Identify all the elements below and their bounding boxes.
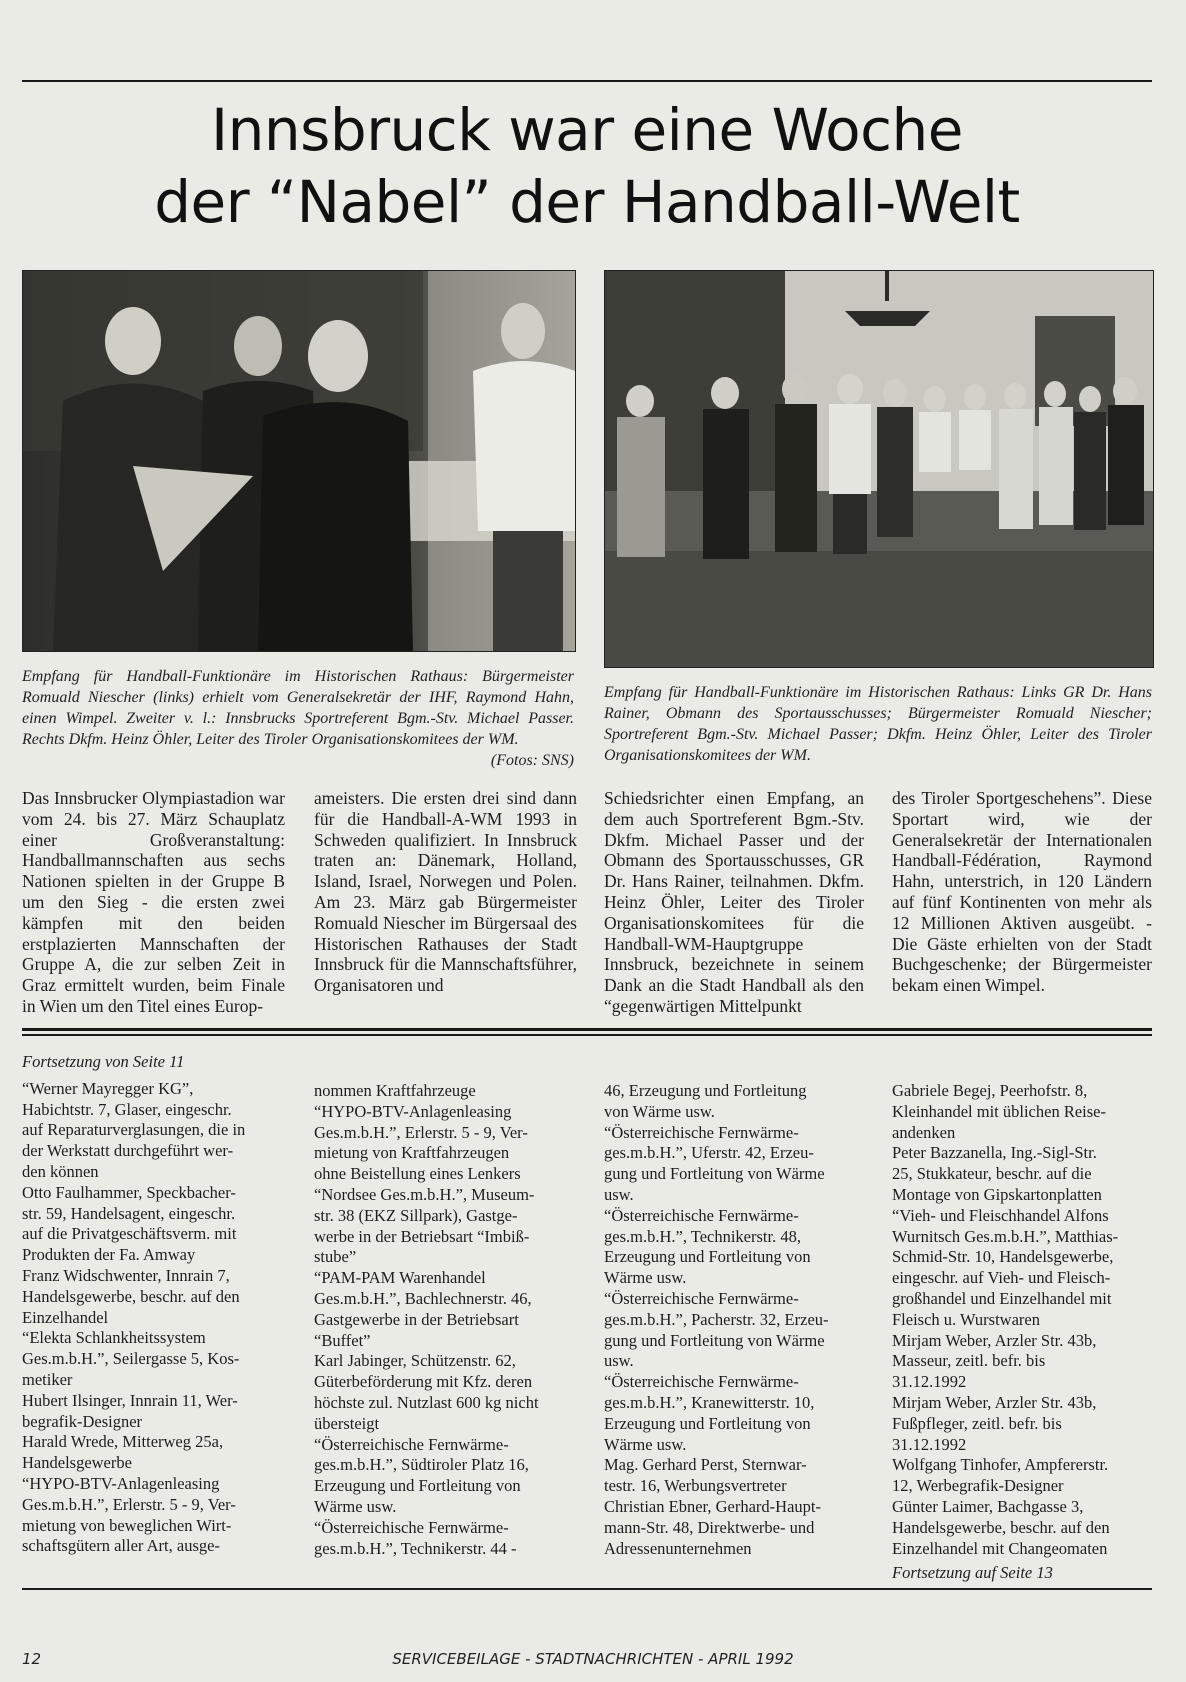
listing-line: Fußpfleger, zeitl. befr. bis — [892, 1413, 1062, 1433]
listing-line: “HYPO-BTV-Anlagenleasing — [22, 1473, 220, 1493]
page-number: 12 — [22, 1650, 42, 1668]
photo-left-caption — [22, 666, 574, 771]
listing-line: Adressenunternehmen — [604, 1538, 752, 1558]
photo-left — [22, 270, 576, 652]
listing-line: Peter Bazzanella, Ing.-Sigl-Str. — [892, 1143, 1097, 1163]
listing-line: usw. — [604, 1184, 634, 1204]
section-rule-bottom — [22, 1034, 1152, 1036]
listing-line: Gabriele Begej, Peerhofstr. 8, — [892, 1081, 1088, 1100]
listing-line: großhandel und Einzelhandel mit — [892, 1288, 1112, 1308]
listing-line: Güterbeförderung mit Kfz. deren — [314, 1372, 533, 1392]
listing-line: “Werner Mayregger KG”, — [22, 1078, 194, 1098]
headline — [22, 94, 1152, 238]
listing-line: Hubert Ilsinger, Innrain 11, Wer- — [22, 1390, 238, 1410]
listing-line: ges.m.b.H.”, Uferstr. 42, Erzeu- — [604, 1143, 814, 1163]
listing-line: str. 38 (EKZ Sillpark), Gastge- — [314, 1205, 518, 1225]
listing-line: auf Reparaturverglasungen, die in — [22, 1120, 246, 1140]
photo-left-image — [23, 271, 575, 651]
listing-column-4 — [892, 1081, 1154, 1584]
listing-line: “Vieh- und Fleischhandel Alfons — [892, 1205, 1109, 1225]
listing-line: Masseur, zeitl. befr. bis — [892, 1351, 1046, 1371]
listing-line: Wolfgang Tinhofer, Ampfererstr. — [892, 1455, 1109, 1475]
listing-line: übersteigt — [314, 1413, 380, 1433]
photo-right-caption-text: Empfang für Handball-Funktionäre im Historischen Rathaus: Links GR Dr. Hans Rainer, Obmann des Sportausschusses; Bürgermeister Romuald Niescher; Sportreferent Bgm.-Stv. Michael Passer; Dkfm. Heinz Öhler, Leiter des Tiroler Organisationskomitees der WM. — [604, 684, 1152, 764]
listing-line: Wärme usw. — [604, 1434, 687, 1454]
listing-line: gung und Fortleitung von Wärme — [604, 1164, 825, 1184]
listing-line: testr. 16, Werbungsvertreter — [604, 1476, 787, 1496]
listing-line: von Wärme usw. — [604, 1101, 715, 1121]
listing-line: stube” — [314, 1247, 357, 1267]
article-column-1: Das Innsbrucker Olympiastadion war vom 24. bis 27. März Schauplatz einer Großveranstaltung: Handballmannschaften aus sechs Nationen spielten in der Gruppe B um den Sieg - die ersten zwei kämpfen mit den beiden erstplazierten Mannschaften der Gruppe A, die zur selben Zeit in Graz ermittelt wurden, beim Finale in Wien um den Titel eines Europ- — [22, 788, 285, 1016]
listing-line: “HYPO-BTV-Anlagenleasing — [314, 1101, 512, 1121]
listing-line: mietung von Kraftfahrzeugen — [314, 1143, 510, 1163]
listing-line: begrafik-Designer — [22, 1411, 143, 1431]
listing-line: Handelsgewerbe, beschr. auf den — [892, 1517, 1110, 1537]
listing-line: höchste zul. Nutzlast 600 kg nicht — [314, 1392, 539, 1412]
listing-line: andenken — [892, 1122, 956, 1142]
continued-on-note: Fortsetzung auf Seite 13 — [892, 1563, 1053, 1583]
listing-line: “PAM-PAM Warenhandel — [314, 1268, 486, 1288]
article-column-3: Schiedsrichter einen Empfang, an dem auch Sportreferent Bgm.-Stv. Dkfm. Michael Passer und der Obmann des Sportausschusses, GR Dr. Hans Rainer, teilnahmen. Dkfm. Heinz Öhler, Leiter des Tiroler Organisationskomitees für die Handball-WM-Hauptgruppe Innsbruck, bezeichnete in seinem Dank an die Stadt Handball als den “gegenwärtigen Mittelpunkt — [604, 788, 864, 1016]
listing-line: nommen Kraftfahrzeuge — [314, 1081, 476, 1100]
listing-line: ges.m.b.H.”, Technikerstr. 48, — [604, 1226, 801, 1246]
listing-line: “Österreichische Fernwärme- — [314, 1517, 509, 1537]
listing-line: 46, Erzeugung und Fortleitung — [604, 1081, 807, 1100]
listing-line: Habichtstr. 7, Glaser, eingeschr. — [22, 1099, 232, 1119]
headline-line-1: Innsbruck war eine Woche — [211, 96, 963, 164]
photo-credit: (Fotos: SNS) — [490, 752, 574, 769]
listing-line: 31.12.1992 — [892, 1434, 967, 1454]
listing-column-1 — [22, 1052, 290, 1557]
listing-line: gung und Fortleitung von Wärme — [604, 1330, 825, 1350]
article-column-2: ameisters. Die ersten drei sind dann für die Handball-A-WM 1993 in Schweden qualifiziert. In Innsbruck traten an: Dänemark, Holland, Island, Israel, Norwegen und Polen. Am 23. März gab Bürgermeister Romuald Niescher im Bürgersaal des Historischen Rathauses der Stadt Innsbruck für die Mannschaftsführer, Organisatoren und — [314, 788, 577, 996]
listing-line: Erzeugung und Fortleitung von — [314, 1476, 521, 1496]
listing-line: Mag. Gerhard Perst, Sternwar- — [604, 1455, 807, 1475]
listing-line: usw. — [604, 1351, 634, 1371]
listing-line: schaftsgütern aller Art, ausge- — [22, 1536, 220, 1556]
listing-line: Handelsgewerbe, beschr. auf den — [22, 1286, 240, 1306]
listing-line: Franz Widschwenter, Innrain 7, — [22, 1265, 230, 1285]
listing-line: Wärme usw. — [314, 1496, 397, 1516]
listing-line: Wurnitsch Ges.m.b.H.”, Matthias- — [892, 1226, 1119, 1246]
listing-line: ohne Beistellung eines Lenkers — [314, 1164, 521, 1184]
listing-line: Schmid-Str. 10, Handelsgewerbe, — [892, 1247, 1114, 1267]
headline-line-2: der “Nabel” der Handball-Welt — [154, 168, 1020, 236]
listing-line: str. 59, Handelsagent, eingeschr. — [22, 1203, 236, 1223]
listing-line: “Österreichische Fernwärme- — [604, 1205, 799, 1225]
top-rule — [22, 80, 1152, 82]
article-column-4: des Tiroler Sportgeschehens”. Diese Sportart wird, wie der Generalsekretär der Internationalen Handball-Fédération, Raymond Hahn, unterstrich, in 120 Ländern auf fünf Kontinenten von mehr als 12 Millionen Aktiven ausgeübt. - Die Gäste erhielten von der Stadt Buchgeschenke; der Bürgermeister bekam einen Wimpel. — [892, 788, 1152, 996]
listing-line: Gastgewerbe in der Betriebsart — [314, 1309, 519, 1329]
listing-line: “Österreichische Fernwärme- — [604, 1288, 799, 1308]
listing-line: werbe in der Betriebsart “Imbiß- — [314, 1226, 530, 1246]
listing-line: 25, Stukkateur, beschr. auf die — [892, 1164, 1092, 1184]
listing-line: Ges.m.b.H.”, Seilergasse 5, Kos- — [22, 1349, 240, 1369]
listing-line: Wärme usw. — [604, 1268, 687, 1288]
listing-line: Karl Jabinger, Schützenstr. 62, — [314, 1351, 516, 1371]
continued-from-note: Fortsetzung von Seite 11 — [22, 1052, 185, 1071]
listing-line: eingeschr. auf Vieh- und Fleisch- — [892, 1268, 1111, 1288]
listing-line: Handelsgewerbe — [22, 1453, 132, 1473]
listing-line: Günter Laimer, Bachgasse 3, — [892, 1496, 1084, 1516]
listing-line: Einzelhandel mit Changeomaten — [892, 1538, 1108, 1558]
listing-line: “Österreichische Fernwärme- — [604, 1372, 799, 1392]
listing-line: mietung von beweglichen Wirt- — [22, 1515, 232, 1535]
listing-line: auf die Privatgeschäftsverm. mit — [22, 1224, 237, 1244]
listing-line: Ges.m.b.H.”, Bachlechnerstr. 46, — [314, 1288, 532, 1308]
photo-right — [604, 270, 1154, 668]
listing-line: 31.12.1992 — [892, 1372, 967, 1392]
listing-line: Erzeugung und Fortleitung von — [604, 1247, 811, 1267]
listing-line: ges.m.b.H.”, Technikerstr. 44 - — [314, 1538, 517, 1558]
listing-line: Ges.m.b.H.”, Erlerstr. 5 - 9, Ver- — [314, 1122, 528, 1142]
listing-line: Einzelhandel — [22, 1307, 109, 1327]
listing-line: “Nordsee Ges.m.b.H.”, Museum- — [314, 1184, 535, 1204]
listing-line: Produkten der Fa. Amway — [22, 1245, 196, 1265]
listing-line: “Österreichische Fernwärme- — [314, 1434, 509, 1454]
listing-line: ges.m.b.H.”, Pacherstr. 32, Erzeu- — [604, 1309, 829, 1329]
listing-column-2 — [314, 1081, 582, 1559]
section-rule-top — [22, 1028, 1152, 1031]
listing-line: Mirjam Weber, Arzler Str. 43b, — [892, 1392, 1097, 1412]
listing-line: Otto Faulhammer, Speckbacher- — [22, 1182, 236, 1202]
listing-line: Christian Ebner, Gerhard-Haupt- — [604, 1496, 821, 1516]
listing-line: Harald Wrede, Mitterweg 25a, — [22, 1432, 224, 1452]
listing-line: 12, Werbegrafik-Designer — [892, 1476, 1064, 1496]
photo-left-caption-text: Empfang für Handball-Funktionäre im Historischen Rathaus: Bürgermeister Romuald Niescher (links) erhielt vom Generalsekretär der IHF, Raymond Hahn, einen Wimpel. Zweiter v. l.: Innsbrucks Sportreferent Bgm.-Stv. Michael Passer. Rechts Dkfm. Heinz Öhler, Leiter des Tiroler Organisationskomitees der WM. — [22, 668, 574, 748]
listing-line: ges.m.b.H.”, Kranewitterstr. 10, — [604, 1392, 815, 1412]
listing-line: Mirjam Weber, Arzler Str. 43b, — [892, 1330, 1097, 1350]
listing-line: Ges.m.b.H.”, Erlerstr. 5 - 9, Ver- — [22, 1494, 236, 1514]
listing-line: Erzeugung und Fortleitung von — [604, 1413, 811, 1433]
listing-column-3 — [604, 1081, 872, 1559]
listing-line: den können — [22, 1161, 99, 1181]
listing-line: “Buffet” — [314, 1330, 371, 1350]
listing-line: Kleinhandel mit üblichen Reise- — [892, 1101, 1106, 1121]
listing-line: Fleisch u. Wurstwaren — [892, 1309, 1040, 1329]
bottom-rule — [22, 1588, 1152, 1590]
listing-line: der Werkstatt durchgeführt wer- — [22, 1141, 234, 1161]
listing-line: “Österreichische Fernwärme- — [604, 1122, 799, 1142]
listing-line: ges.m.b.H.”, Südtiroler Platz 16, — [314, 1455, 529, 1475]
publication-line: SERVICEBEILAGE - STADTNACHRICHTEN - APRIL 1992 — [392, 1650, 794, 1668]
listing-line: metiker — [22, 1369, 73, 1389]
listing-line: mann-Str. 48, Direktwerbe- und — [604, 1517, 815, 1537]
photo-right-image — [605, 271, 1153, 667]
listing-line: Montage von Gipskartonplatten — [892, 1184, 1102, 1204]
listing-line: “Elekta Schlankheitssystem — [22, 1328, 206, 1348]
photo-right-caption — [604, 682, 1152, 766]
